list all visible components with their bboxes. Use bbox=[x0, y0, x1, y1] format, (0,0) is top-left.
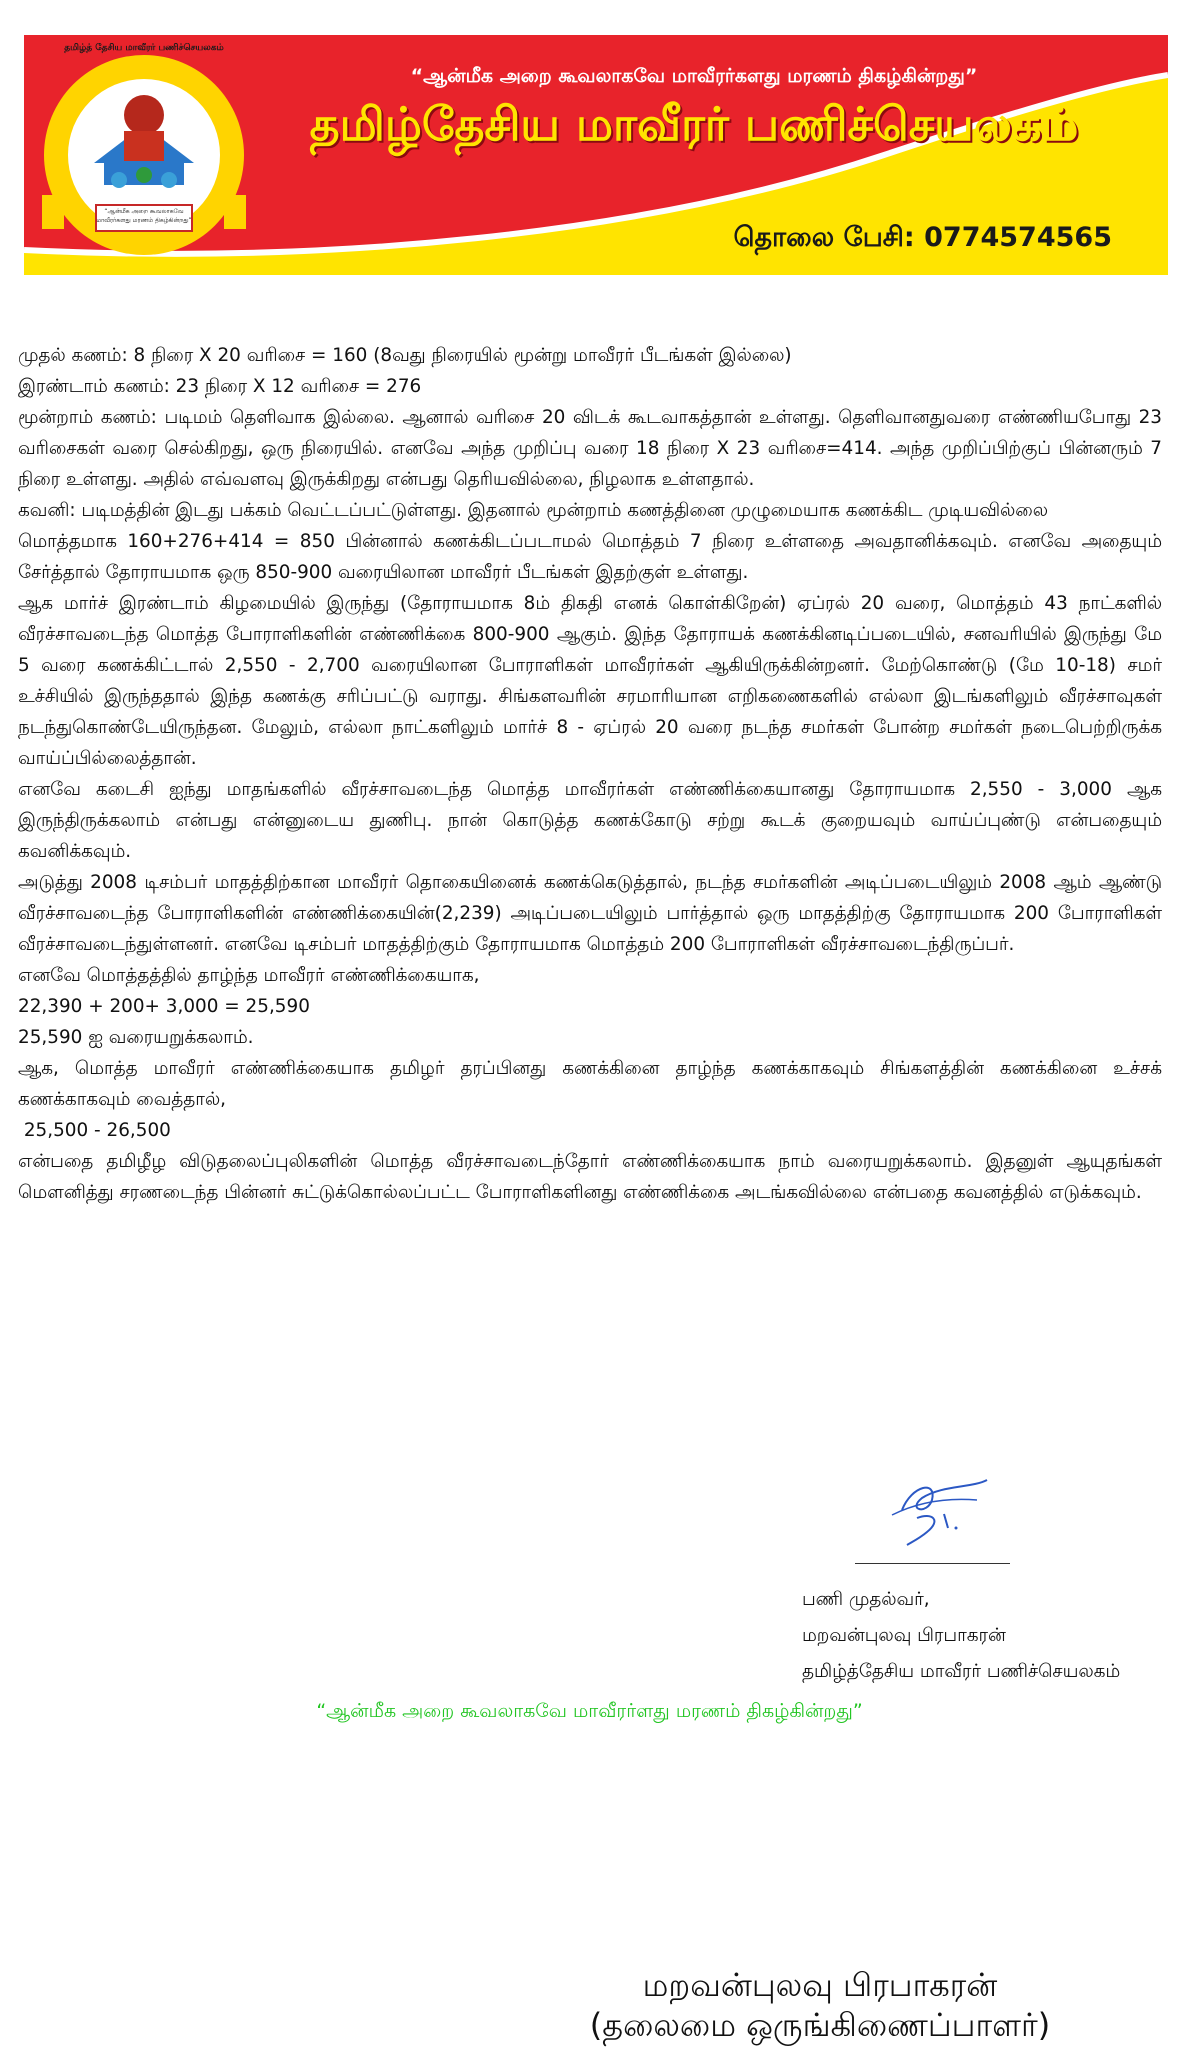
paragraph-range-intro: ஆக, மொத்த மாவீரர் எண்ணிக்கையாக தமிழர் தரப்பினது கணக்கினை தாழ்ந்த கணக்காகவும் சிங்களத்தின் கணக்கினை உச்சக் கணக்காகவும் வைத்தால், bbox=[18, 1058, 1162, 1110]
signature-line bbox=[855, 1563, 1010, 1564]
organization-logo bbox=[34, 45, 254, 265]
letter-body bbox=[18, 340, 1162, 1208]
paragraph-total: மொத்தமாக 160+276+414 = 850 பின்னால் கணக்கிடப்படாமல் மொத்தம் 7 நிரை உள்ளதை அவதானிக்கவும். எனவே அதையும் சேர்த்தால் தோராயமாக ஒரு 850-900 வரையிலான மாவீரர் பீடங்கள் இதற்குள் உள்ளது. bbox=[18, 531, 1162, 583]
footer-quote: “ஆன்மீக அறை கூவலாகவே மாவீரர்ளது மரணம் திகழ்கின்றது” bbox=[316, 1700, 863, 1722]
paragraph-equation: 22,390 + 200+ 3,000 = 25,590 bbox=[18, 996, 310, 1017]
header-banner bbox=[24, 35, 1168, 275]
phone-number: தொலை பேசி: 0774574565 bbox=[733, 222, 1112, 253]
paragraph-note: கவனி: படிமத்தின் இடது பக்கம் வெட்டப்பட்டுள்ளது. இதனால் மூன்றாம் கணத்தினை முழுமையாக கணக்கிட முடியவில்லை bbox=[18, 500, 1048, 521]
organization-title: தமிழ்தேசிய மாவீரர் பணிச்செயலகம் bbox=[309, 97, 1079, 151]
coordinator-block bbox=[540, 1965, 1100, 2045]
logo-inner-text-1: “ஆன்மீக அறை கூவலாகவே bbox=[104, 208, 184, 215]
paragraph-define: 25,590 ஐ வரையறுக்கலாம். bbox=[18, 1027, 254, 1048]
handwritten-signature bbox=[882, 1470, 992, 1550]
coordinator-title: (தலைமை ஒருங்கிணைப்பாளர்) bbox=[589, 2006, 1051, 2044]
paragraph-five-months: எனவே கடைசி ஐந்து மாதங்களில் வீரச்சாவடைந்த மொத்த மாவீரர்கள் எண்ணிக்கையானது தோராயமாக 2,550 - 3,000 ஆக இருந்திருக்கலாம் என்பது என்னுடைய துணிபு. நான் கொடுத்த கணக்கோடு சற்று கூடக் குறையவும் வாய்ப்புண்டு என்பதையும் கவனிக்கவும். bbox=[18, 779, 1162, 862]
paragraph-first-set: முதல் கணம்: 8 நிரை X 20 வரிசை = 160 (8வது நிரையில் மூன்று மாவீரர் பீடங்கள் இல்லை) bbox=[18, 345, 792, 366]
paragraph-lowest-count-intro: எனவே மொத்தத்தில் தாழ்ந்த மாவீரர் எண்ணிக்கையாக, bbox=[18, 965, 480, 986]
signer-block bbox=[802, 1582, 1120, 1690]
paragraph-estimate: ஆக மார்ச் இரண்டாம் கிழமையில் இருந்து (தோராயமாக 8ம் திகதி எனக் கொள்கிறேன்) ஏப்ரல் 20 வரை, மொத்தம் 43 நாட்களில் வீரச்சாவடைந்த மொத்த போராளிகளின் எண்ணிக்கை 800-900 ஆகும். இந்த தோராயக் கணக்கினடிப்படையில், சனவரியில் இருந்து மே 5 வரை கணக்கிட்டால் 2,550 - 2,700 வரையிலான போராளிகள் மாவீரர்கள் ஆகியிருக்கின்றனர். மேற்கொண்டு (மே 10-18) சமர் உச்சியில் இருந்ததால் இந்த கணக்கு சரிப்பட்டு வராது. சிங்களவரின் சரமாரியான எறிகணைகளில் எல்லா இடங்களிலும் வீரச்சாவுகள் நடந்துகொண்டேயிருந்தன. மேலும், எல்லா நாட்களிலும் மார்ச் 8 - ஏப்ரல் 20 வரை நடந்த சமர்கள் போன்ற சமர்கள் நடைபெற்றிருக்க வாய்ப்பில்லைத்தான். bbox=[18, 593, 1162, 769]
signer-role: பணி முதல்வர், bbox=[802, 1589, 930, 1610]
signer-name: மறவன்புலவு பிரபாகரன் bbox=[802, 1625, 1006, 1646]
paragraph-range: 25,500 - 26,500 bbox=[18, 1120, 171, 1141]
paragraph-december: அடுத்து 2008 டிசம்பர் மாதத்திற்கான மாவீரர் தொகையினைக் கணக்கெடுத்தால், நடந்த சமர்களின் அடிப்படையிலும் 2008 ஆம் ஆண்டு வீரச்சாவடைந்த போராளிகளின் எண்ணிக்கையின்(2,239) அடிப்படையிலும் பார்த்தால் ஒரு மாதத்திற்கு தோராயமாக 200 போராளிகள் வீரச்சாவடைந்துள்ளனர். எனவே டிசம்பர் மாதத்திற்கும் தோராயமாக மொத்தம் 200 போராளிகள் வீரச்சாவடைந்திருப்பர். bbox=[18, 872, 1163, 955]
paragraph-second-set: இரண்டாம் கணம்: 23 நிரை X 12 வரிசை = 276 bbox=[18, 376, 422, 397]
coordinator-name: மறவன்புலவு பிரபாகரன் bbox=[642, 1966, 998, 2004]
signer-organization: தமிழ்த்தேசிய மாவீரர் பணிச்செயலகம் bbox=[802, 1661, 1121, 1682]
logo-inner-text-2: மாவீரர்களது மரணம் திகழ்கின்றது” bbox=[96, 217, 192, 224]
banner-quote: “ஆன்மீக அறை கூவலாகவே மாவீரர்களது மரணம் திகழ்கின்றது” bbox=[410, 65, 978, 87]
paragraph-third-set: மூன்றாம் கணம்: படிமம் தெளிவாக இல்லை. ஆனால் வரிசை 20 விடக் கூடவாகத்தான் உள்ளது. தெளிவானதுவரை எண்ணியபோது 23 வரிசைகள் வரை செல்கிறது, ஒரு நிரையில். எனவே அந்த முறிப்பு வரை 18 நிரை X 23 வரிசை=414. அந்த முறிப்பிற்குப் பின்னரும் 7 நிரை உள்ளது. அதில் எவ்வளவு இருக்கிறது என்பது தெரியவில்லை, நிழலாக உள்ளதால். bbox=[18, 407, 1162, 490]
paragraph-conclusion: என்பதை தமிழீழ விடுதலைப்புலிகளின் மொத்த வீரச்சாவடைந்தோர் எண்ணிக்கையாக நாம் வரையறுக்கலாம். இதனுள் ஆயுதங்கள் மௌனித்து சரணடைந்த பின்னர் சுட்டுக்கொல்லப்பட்ட போராளிகளினது எண்ணிக்கை அடங்கவில்லை என்பதை கவனத்தில் எடுக்கவும். bbox=[18, 1151, 1162, 1203]
logo-ring-text: தமிழ்த் தேசிய மாவீரர் பணிச்செயலகம் bbox=[64, 43, 224, 53]
